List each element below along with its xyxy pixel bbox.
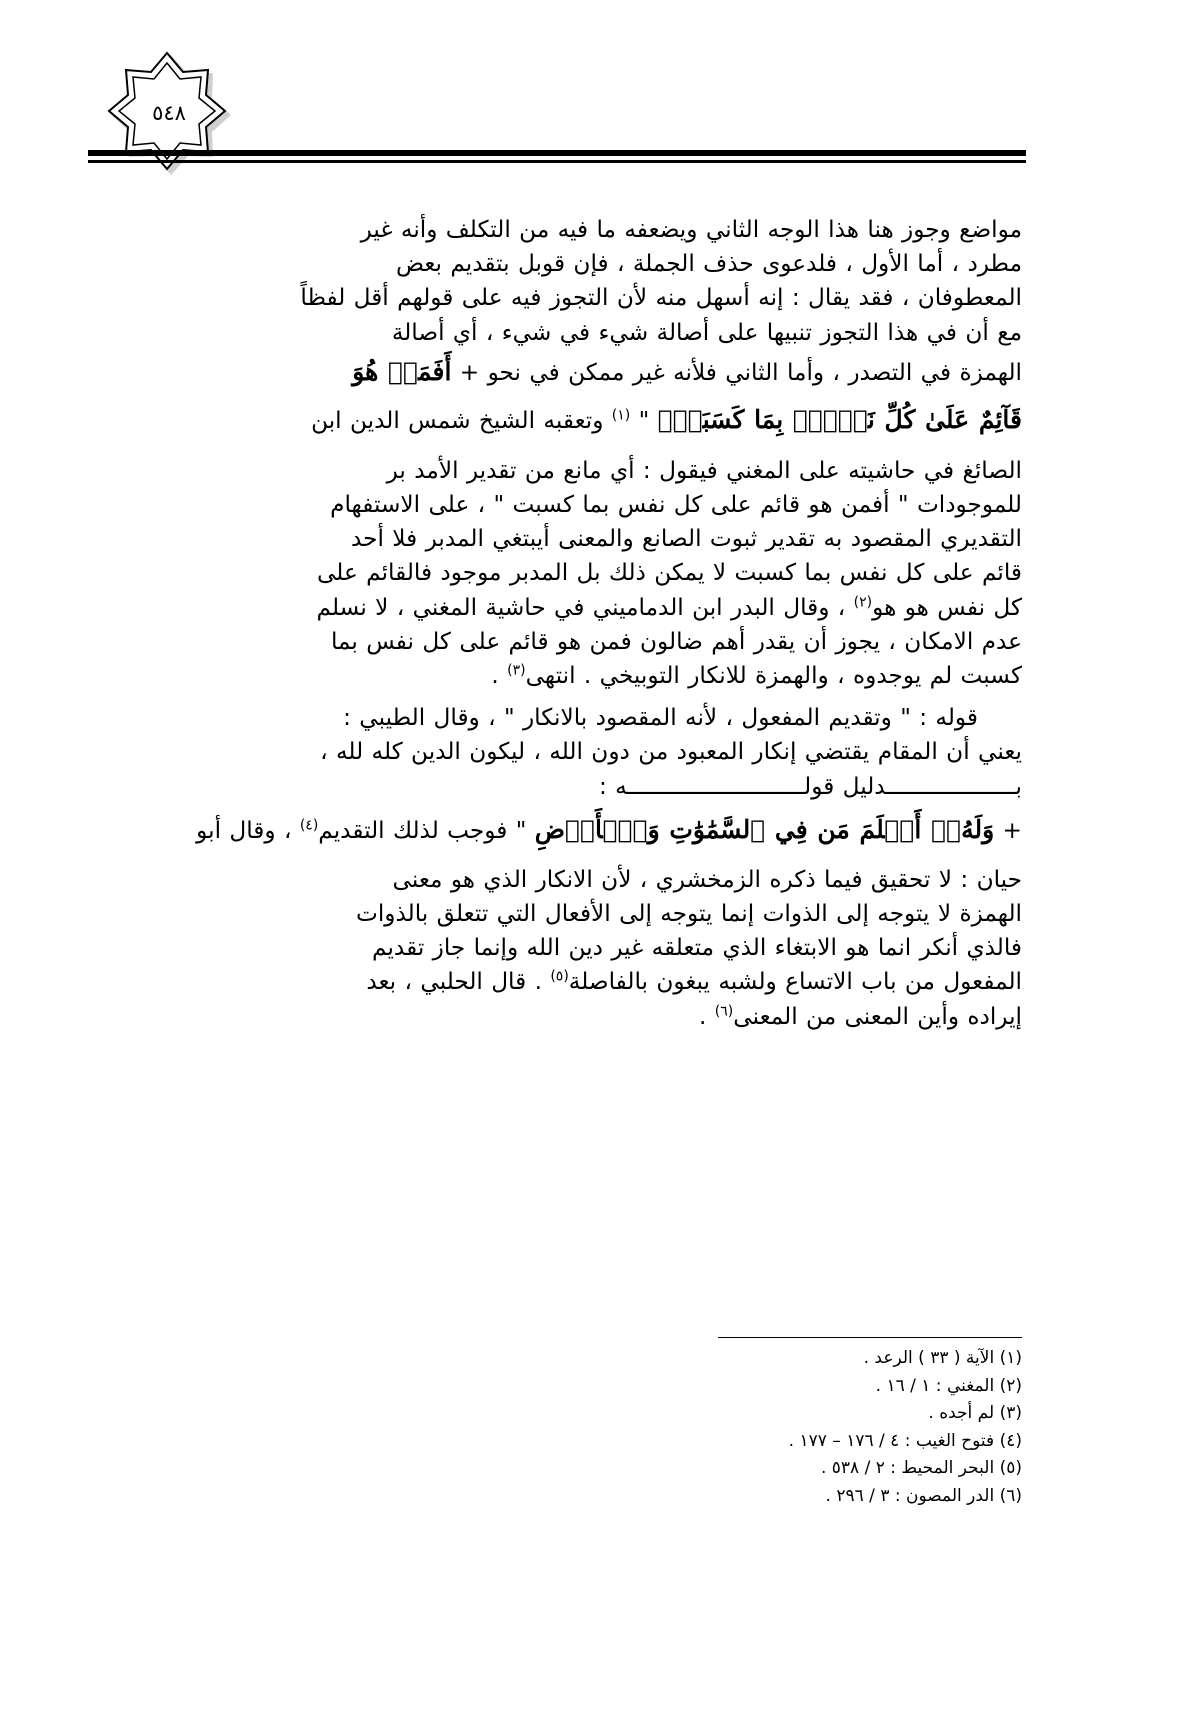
text-line-verse (160, 804, 1022, 857)
text-line (160, 1000, 1022, 1034)
footnote-item: (٢) المغني : ١ / ١٦ . (875, 1375, 1022, 1396)
text-segment: " فوجب لذلك التقديم (318, 816, 535, 844)
header-rule-bottom (88, 160, 1026, 163)
text-line: فالذي أنكر انما هو الابتغاء الذي متعلقه غير دين الله وإنما جاز تقديم (372, 934, 1022, 962)
footnote-item: (٤) فتوح الغيب : ٤ / ١٧٦ – ١٧٧ . (788, 1430, 1022, 1451)
text-line: بـــــــــــــــــــدليل قولــــــــــــــــــــــــــه : (598, 772, 1022, 800)
text-line: قائم على كل نفس بما كسبت لا يمكن ذلك بل المدبر موجود فالقائم على (316, 559, 1022, 587)
footnote-separator (718, 1337, 1022, 1338)
text-line: الهمزة لا يتوجه إلى الذوات إنما يتوجه إلى الأفعال التي تتعلق بالذوات (356, 900, 1022, 928)
text-line: حيان : لا تحقيق فيما ذكره الزمخشري ، لأن الانكار الذي هو معنى (392, 865, 1022, 893)
quran-verse-1a: أَفَمَنۡ هُوَ (352, 356, 452, 386)
text-line: عدم الامكان ، يجوز أن يقدر أهم ضالون فمن هو قائم على كل نفس بما (330, 627, 1022, 655)
text-line: مع أن في هذا التجوز تنبيها على أصالة شيء في شيء ، أي أصالة (391, 318, 1022, 346)
text-segment: . (491, 662, 508, 690)
quran-verse-2: وَلَهُۥٓ أَسۡلَمَ مَن فِي ٱلسَّمَٰوَٰتِ وَٱلۡأَرۡضِ (534, 814, 995, 844)
header-rule-top (88, 150, 1026, 156)
text-line (160, 659, 1022, 693)
text-line: التقديري المقصود به تقدير ثبوت الصانع والمعنى أيبتغي المدبر فلا أحد (350, 525, 1022, 553)
text-line: للموجودات " أفمن هو قائم على كل نفس بما كسبت " ، على الاستفهام (330, 491, 1022, 519)
text-line: مطرد ، أما الأول ، فلدعوى حذف الجملة ، فإن قوبل بتقديم بعض (395, 250, 1022, 278)
text-segment: إيراده وأين المعنى من المعنى (733, 1002, 1022, 1030)
text-line: مواضع وجوز هنا هذا الوجه الثاني ويضعفه ما فيه من التكلف وأنه غير (360, 216, 1022, 243)
quran-verse-1b: قَآئِمٌ عَلَىٰ كُلِّ نَفۡسِۢ بِمَا كَسَبَتۡۗ (657, 404, 1022, 434)
text-line: قوله : " وتقديم المفعول ، لأنه المقصود بالانكار " ، وقال الطيبي : (343, 704, 978, 732)
footnote-marker: (٢) (853, 593, 873, 610)
text-line: المعطوفان ، فقد يقال : إنه أسهل منه لأن التجوز فيه على قولهم أقل لفظاً (300, 284, 1022, 312)
footnote-item: (٥) البحر المحيط : ٢ / ٥٣٨ . (820, 1458, 1022, 1478)
footnote-item: (٣) لم أجده . (928, 1403, 1022, 1423)
text-line: يعني أن المقام يقتضي إنكار المعبود من دون الله ، ليكون الدين كله لله ، (320, 738, 1022, 766)
text-segment: كل نفس هو هو (872, 593, 1022, 621)
text-line-verse (160, 350, 1022, 395)
text-line (160, 965, 1022, 999)
footnote-item: (١) الآية ( ٣٣ ) الرعد . (863, 1348, 1022, 1368)
text-segment: المفعول من باب الاتساع ولشبه يبغون بالفاصلة (568, 968, 1022, 996)
quote-mark: " (630, 406, 658, 434)
text-line: الصائغ في حاشيته على المغني فيقول : أي مانع من تقدير الأمد بر (386, 456, 1022, 484)
text-line (160, 591, 1022, 625)
footnote-marker: (١) (611, 407, 631, 424)
text-segment: . قال الحلبي ، بعد (366, 968, 551, 996)
footnote-marker: (٣) (507, 662, 526, 679)
footnotes (600, 1345, 1022, 1510)
main-text (160, 213, 1022, 1034)
text-line-verse (160, 395, 1022, 446)
text-segment: ، وقال البدر ابن الدماميني في حاشية المغني ، لا نسلم (316, 593, 854, 621)
footnote-marker: (٥) (550, 968, 569, 985)
text-segment: ، وقال أبو (196, 816, 300, 844)
text-segment: كسبت لم يوجدوه ، والهمزة للانكار التوبيخي . انتهى (525, 662, 1022, 690)
text-segment: الهمزة في التصدر ، وأما الثاني فلأنه غير ممكن في نحو + (451, 358, 1022, 386)
footnote-marker: (٤) (299, 817, 319, 834)
text-segment: + (994, 816, 1022, 844)
footnote-item: (٦) الدر المصون : ٣ / ٢٩٦ . (825, 1485, 1022, 1506)
text-segment: وتعقبه الشيخ شمس الدين ابن (311, 406, 612, 434)
page-number: ٥٤٨ (152, 101, 186, 125)
text-segment: . (699, 1002, 715, 1030)
footnote-marker: (٦) (714, 1002, 734, 1019)
